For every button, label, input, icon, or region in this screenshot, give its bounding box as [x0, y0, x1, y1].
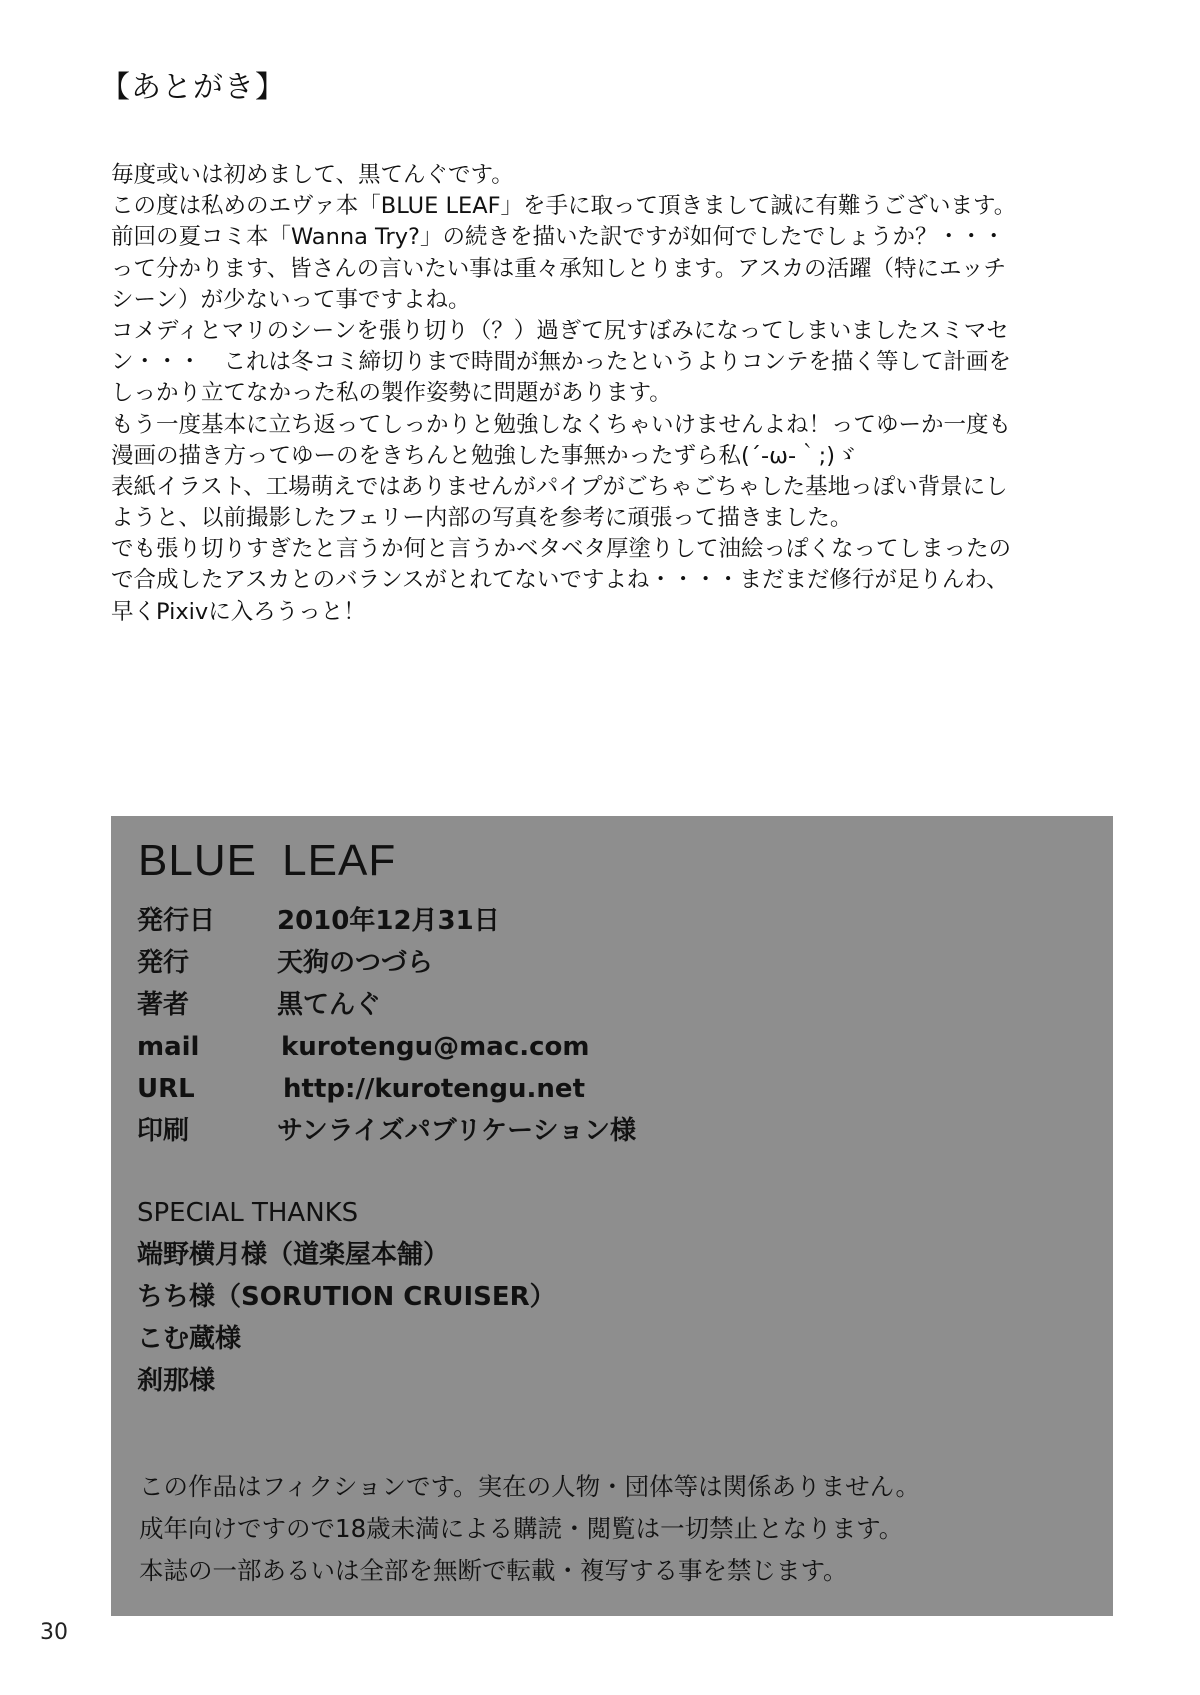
- afterword-line: 漫画の描き方ってゆーのをきちんと勉強した事無かったずら私(´-ω-｀;)ゞ: [111, 442, 858, 469]
- afterword-line: 前回の夏コミ本「Wanna Try?」の続きを描いた訳ですが如何でしたでしょうか？・・・: [111, 224, 1006, 251]
- afterword-line: でも張り切りすぎたと言うか何と言うかベタベタ厚塗りして油絵っぽくなってしまったの: [111, 536, 1012, 563]
- afterword-heading: 【あとがき】: [100, 70, 286, 105]
- afterword-line: シーン）が少ないって事ですよね。: [111, 286, 471, 313]
- afterword-line: もう一度基本に立ち返ってしっかりと勉強しなくちゃいけませんよね！ってゆーか一度も: [111, 411, 1012, 438]
- thanks-item: 刹那様: [137, 1366, 216, 1396]
- notice-line: 本誌の一部あるいは全部を無断で転載・複写する事を禁じます。: [139, 1556, 848, 1585]
- afterword-line: って分かります、皆さんの言いたい事は重々承知しとります。アスカの活躍（特にエッチ: [111, 255, 1007, 282]
- special-thanks: [137, 1192, 556, 1402]
- special-thanks-heading: SPECIAL THANKS: [137, 1198, 359, 1228]
- thanks-item: こむ蔵様: [137, 1324, 242, 1354]
- info-row-url: [137, 1068, 585, 1110]
- email-address: kurotengu@mac.com: [281, 1032, 590, 1062]
- info-label: 発行日: [137, 906, 216, 936]
- info-row-mail: [137, 1026, 590, 1068]
- info-label: URL: [137, 1074, 195, 1104]
- notice-line: この作品はフィクションです。実在の人物・団体等は関係ありません。: [139, 1472, 921, 1501]
- info-row-printer: [137, 1110, 637, 1152]
- legal-notices: [139, 1466, 920, 1592]
- info-value: サンライズパブリケーション様: [277, 1116, 637, 1146]
- special-thanks-list: [137, 1234, 556, 1402]
- info-row-publisher: [137, 942, 434, 984]
- info-value: 黒てんぐ: [277, 990, 382, 1020]
- afterword-line: 表紙イラスト、工場萌えではありませんがパイプがごちゃごちゃした基地っぽい背景にし: [111, 473, 1008, 500]
- afterword-line: コメディとマリのシーンを張り切り（？）過ぎて尻すぼみになってしまいましたスミマセ: [111, 317, 1009, 344]
- publication-info: [137, 900, 637, 1152]
- info-label: 印刷: [137, 1116, 190, 1146]
- thanks-item: 端野横月様（道楽屋本舗）: [137, 1240, 450, 1270]
- info-row-publish-date: [137, 900, 500, 942]
- book-title: BLUE LEAF: [138, 836, 397, 885]
- page-number: 30: [40, 1620, 68, 1645]
- afterword-line: 早くPixivに入ろうっと！: [111, 598, 366, 625]
- info-value: 天狗のつづら: [277, 948, 434, 978]
- notice-line: 成年向けですので18歳未満による購読・閲覧は一切禁止となります。: [139, 1514, 904, 1543]
- website-url: http://kurotengu.net: [283, 1074, 585, 1104]
- info-value: 2010年12月31日: [277, 906, 500, 936]
- info-label: 著者: [137, 990, 190, 1020]
- afterword-line: 毎度或いは初めまして、黒てんぐです。: [111, 162, 514, 188]
- afterword-line: しっかり立てなかった私の製作姿勢に問題があります。: [111, 380, 672, 407]
- afterword-line: この度は私めのエヴァ本「BLUE LEAF」を手に取って頂きまして誠に有難うございます。: [111, 193, 1017, 220]
- colophon-box: [111, 816, 1113, 1616]
- info-label: 発行: [137, 948, 190, 978]
- afterword-line: ようと、以前撮影したフェリー内部の写真を参考に頑張って描きました。: [111, 505, 853, 532]
- info-label: mail: [137, 1032, 200, 1062]
- afterword-text: [111, 160, 1131, 628]
- afterword-line: ン・・・ これは冬コミ締切りまで時間が無かったというよりコンテを描く等して計画を: [111, 349, 1012, 376]
- afterword-line: で合成したアスカとのバランスがとれてないですよね・・・・まだまだ修行が足りんわ、: [111, 567, 1009, 594]
- thanks-item: ちち様（SORUTION CRUISER）: [137, 1282, 556, 1312]
- info-row-author: [137, 984, 382, 1026]
